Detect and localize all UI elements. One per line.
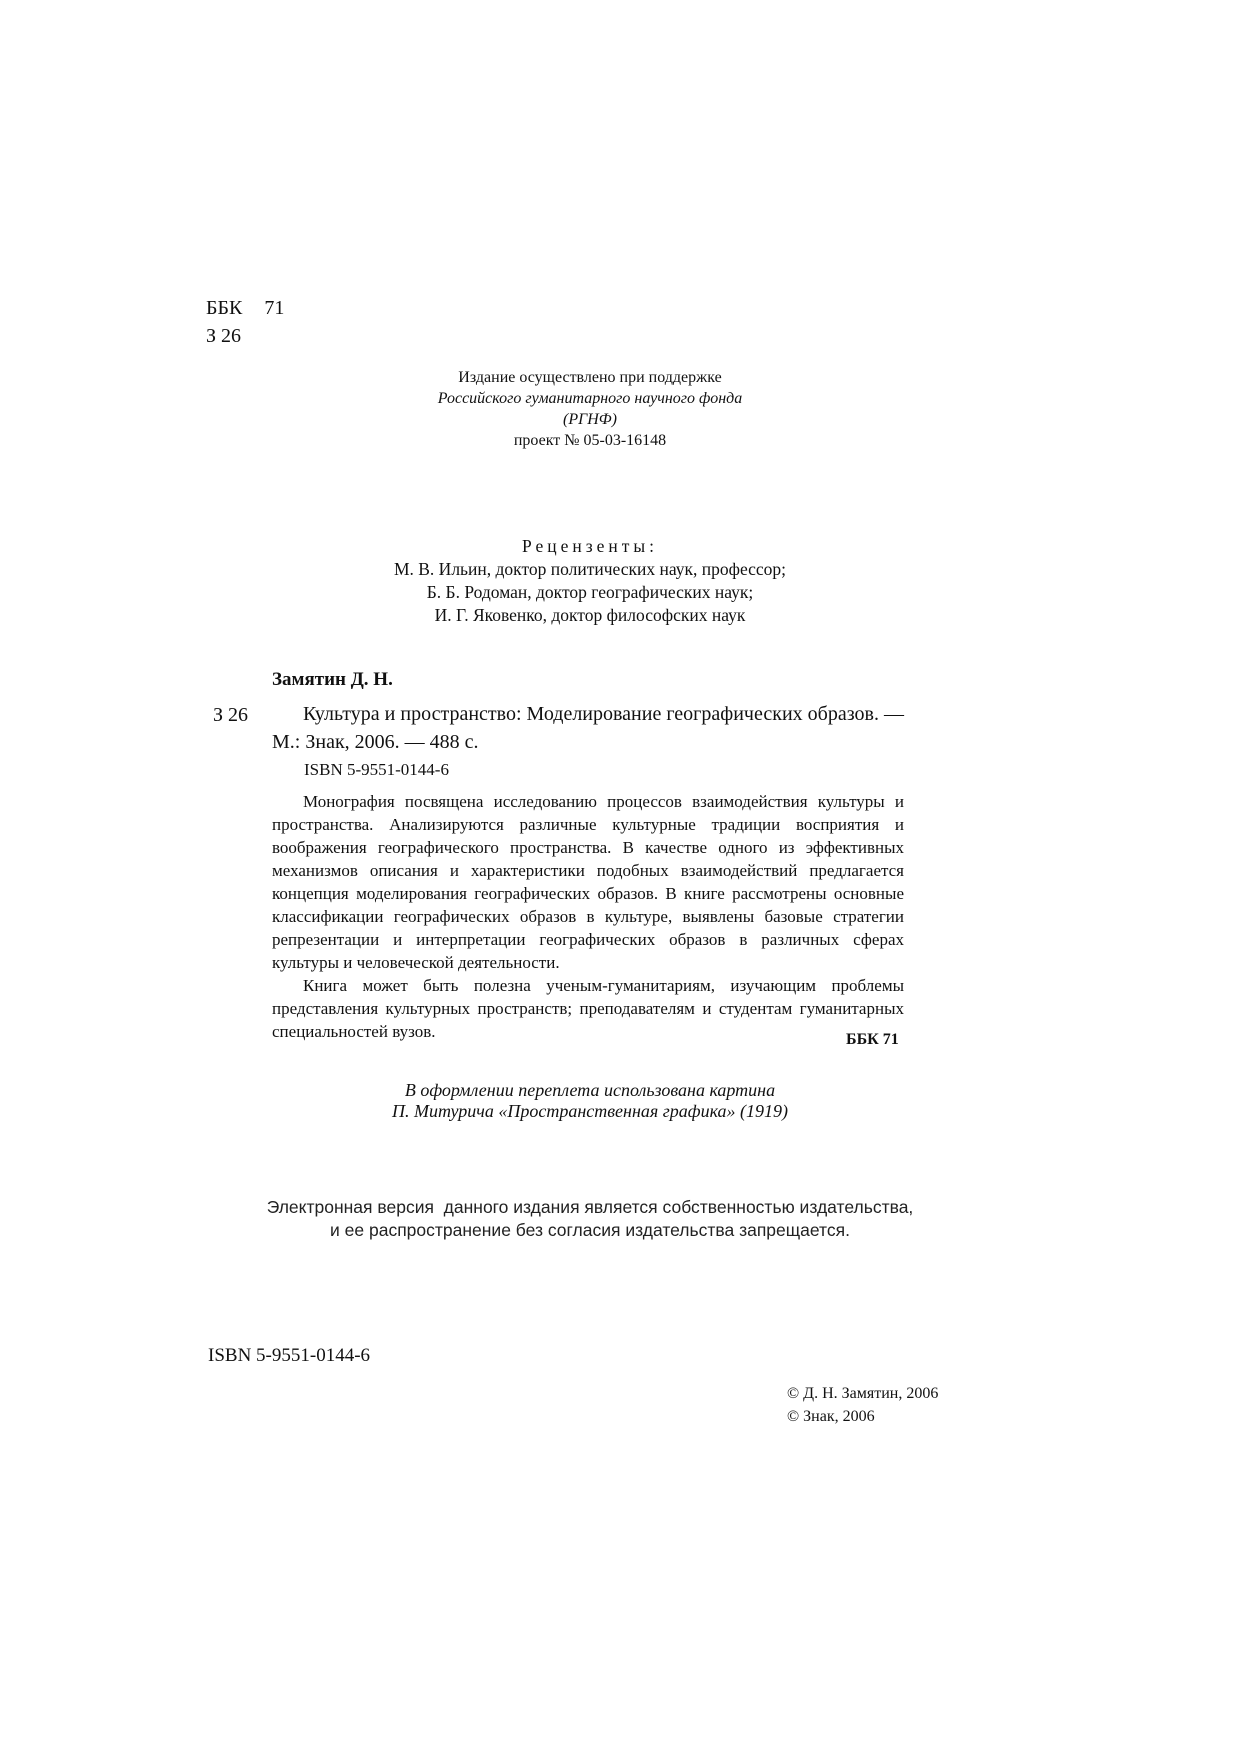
author-mark: З 26: [206, 325, 242, 347]
annotation-text: [272, 790, 904, 1043]
electronic-notice-line-1: Электронная версия данного издания является собственностью издательства,: [266, 1197, 914, 1217]
bbk-label: ББК: [206, 297, 243, 319]
isbn-footer: ISBN 5-9551-0144-6: [208, 1345, 371, 1366]
bbk-code: 71: [264, 297, 285, 319]
reviewer-item: И. Г. Яковенко, доктор философских наук: [434, 605, 746, 625]
copyright-publisher: © Знак, 2006: [787, 1408, 875, 1425]
cover-note-line-1: В оформлении переплета использована картина: [404, 1080, 776, 1100]
book-author: Замятин Д. Н.: [272, 669, 393, 690]
support-notice: [380, 367, 800, 451]
title-line: Культура и пространство: Моделирование географических образов. — М.: Знак, 2006. — 488 с.: [272, 703, 904, 753]
copyright-author: © Д. Н. Замятин, 2006: [787, 1385, 939, 1402]
electronic-notice-line-2: и ее распространение без согласия издательства запрещается.: [330, 1220, 850, 1240]
bbk-footer: ББК 71: [846, 1031, 899, 1048]
cover-note-line-2: П. Митурича «Пространственная графика» (1919): [391, 1101, 789, 1121]
reviewer-item: М. В. Ильин, доктор политических наук, профессор;: [393, 559, 787, 579]
electronic-version-notice: [260, 1196, 920, 1242]
bbk-header: [206, 294, 284, 350]
copyright-block: [787, 1382, 938, 1428]
cover-note: [340, 1080, 840, 1122]
author-index: З 26: [213, 704, 249, 726]
isbn-inline: ISBN 5-9551-0144-6: [304, 760, 449, 779]
reviewers-heading: Рецензенты:: [521, 536, 659, 556]
bbk-line: [206, 294, 284, 322]
support-fund-name: Российского гуманитарного научного фонда: [437, 390, 743, 407]
annotation-paragraph: Монография посвящена исследованию процессов взаимодействия культуры и пространства. Анализируются различные культурные традиции восприятия и воображения географического пространства. В качестве одного из эффективных механизмов описания и характеристики подобных взаимодействий предлагается концепция моделирования географических образов. В книге рассмотрены основные классификации географических образов в культуре, выявлены базовые стратегии репрезентации и интерпретации географических образов в различных сферах культуры и человеческой деятельности.: [272, 792, 904, 972]
reviewers-block: [340, 535, 840, 627]
support-project-number: проект № 05-03-16148: [513, 432, 667, 449]
annotation-paragraph: Книга может быть полезна ученым-гуманитариям, изучающим проблемы представления культурных пространств; преподавателям и студентам гуманитарных специальностей вузов.: [272, 976, 904, 1041]
reviewer-item: Б. Б. Родоман, доктор географических наук;: [426, 582, 754, 602]
bibliographic-title: [272, 700, 904, 756]
support-fund-abbr: (РГНФ): [563, 411, 617, 428]
support-line-1: Издание осуществлено при поддержке: [458, 369, 722, 386]
